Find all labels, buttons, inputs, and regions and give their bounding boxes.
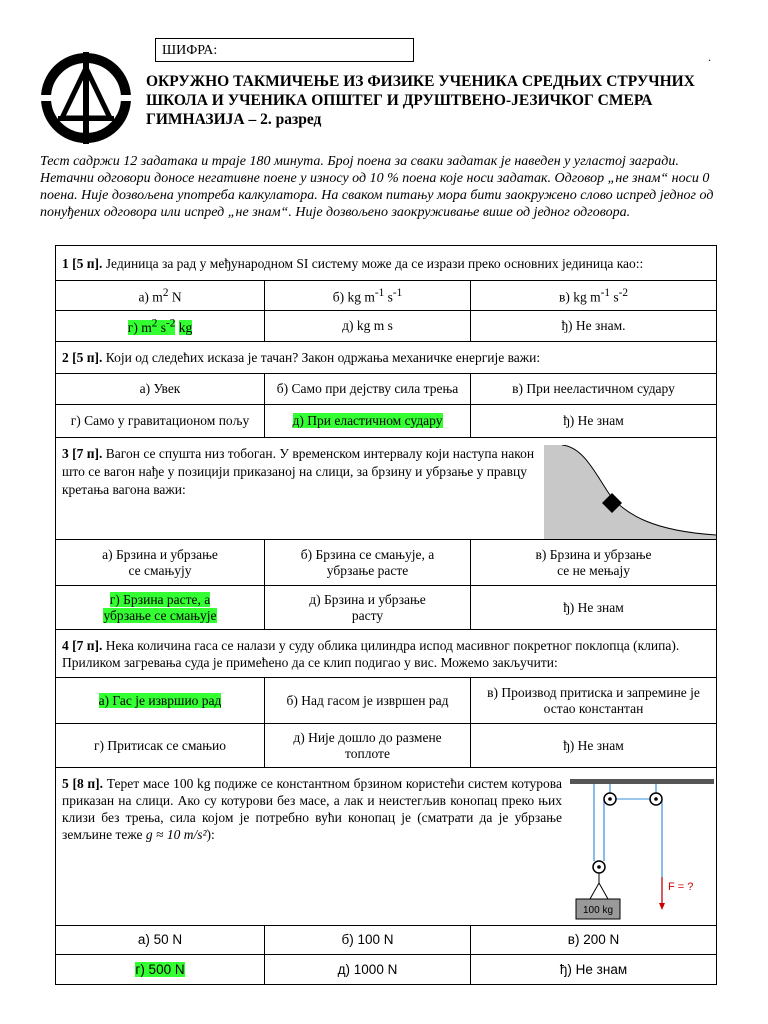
q1-option-a[interactable]: а) $m^2$ N <box>56 281 265 311</box>
q3-label: 3 [7 п]. <box>62 445 103 461</box>
page-title: ОКРУЖНО ТАКМИЧЕЊЕ ИЗ ФИЗИКЕ УЧЕНИКА СРЕДЊИХ СТРУЧНИХ ШКОЛА И УЧЕНИКА ОПШТЕГ И ДРУШТВЕНО-ЈЕЗИЧКОГ СМЕРА ГИМНАЗИЈА – 2. разред <box>146 73 695 128</box>
q1-label: 1 [5 п]. <box>62 255 103 271</box>
q2-label: 2 [5 п]. <box>62 350 103 365</box>
q2-option-b[interactable]: б) Само при дејству сила трења <box>265 374 471 405</box>
intro-text: Тест садржи 12 задатака и траје 180 минута. Број поена за сваки задатак је наведен у угластој загради. Нетачни одговори доносе негативне поене у износу од 10 % поена које носи задатак. Одговор „не знам“ носи 0 поена. Није дозвољена употреба калкулатора. На сваком питању мора бити заокружено слово испред једног од понуђених одговора или испред „не знам“. Није дозвољено заокруживање више од једног одговора. <box>40 154 714 220</box>
school-logo <box>40 52 132 144</box>
q2-option-d[interactable] <box>265 405 471 438</box>
q4-option-d[interactable]: д) Није дошло до размене топлоте <box>265 724 471 768</box>
q5-option-v[interactable]: в) 200 N <box>471 926 717 955</box>
q5-option-d[interactable]: д) 1000 N <box>265 955 471 985</box>
code-field[interactable] <box>155 38 414 62</box>
q4-option-v[interactable]: в) Производ притиска и запремине је остао константан <box>471 678 717 724</box>
q1-option-g[interactable]: г) $m^2$ $s^{-2}$ kg <box>56 311 265 342</box>
q2-answer-highlight: д) При еластичном судару <box>292 413 443 428</box>
q2-option-v[interactable]: в) При нееластичном судару <box>471 374 717 405</box>
question-2 <box>56 342 717 374</box>
q4-text: Нека количина гаса се налази у суду облика цилиндра испод масивног покретног поклопца (клипа). Приликом загревања суда је примећено да се клип подигао у вис. Можемо закључити: <box>62 637 680 670</box>
q4-option-dj[interactable]: ђ) Не знам <box>471 724 717 768</box>
q3-option-g[interactable]: г) Брзина расте, а убрзање се смањује <box>56 586 265 630</box>
q4-label: 4 [7 п]. <box>62 637 103 653</box>
pulley-figure <box>568 773 716 925</box>
force-label: F = ? <box>668 880 694 893</box>
q4-option-b[interactable]: б) Над гасом је извршен рад <box>265 678 471 724</box>
slide-figure <box>544 445 716 539</box>
question-4 <box>56 630 717 678</box>
code-label: ШИФРА: <box>162 43 218 58</box>
q1-text: Јединица за рад у међународном SI систему може да се изрази преко основних јединица као:: <box>105 255 644 271</box>
q3-option-v[interactable]: в) Брзина и убрзање се не мењају <box>471 540 717 586</box>
q2-option-g[interactable]: г) Само у гравитационом пољу <box>56 405 265 438</box>
q3-option-d[interactable]: д) Брзина и убрзање расту <box>265 586 471 630</box>
weight-label: 100 kg <box>583 904 614 916</box>
q3-option-dj[interactable]: ђ) Не знам <box>471 586 717 630</box>
q5-option-g[interactable]: г) 500 N <box>56 955 265 985</box>
question-1 <box>56 246 717 281</box>
q2-option-a[interactable]: а) Увек <box>56 374 265 405</box>
q5-label: 5 [8 п]. <box>62 775 104 791</box>
dot-mark: . <box>708 50 711 64</box>
q5-option-b[interactable]: б) 100 N <box>265 926 471 955</box>
q1-option-dj[interactable]: ђ) Не знам. <box>471 311 717 342</box>
q4-option-a[interactable]: а) Гас је извршио рад <box>56 678 265 724</box>
q3-option-a[interactable]: а) Брзина и убрзање се смањују <box>56 540 265 586</box>
q5-option-a[interactable]: а) 50 N <box>56 926 265 955</box>
q4-option-g[interactable]: г) Притисак се смањио <box>56 724 265 768</box>
q3-text: Вагон се спушта низ тобоган. У временском интервалу који наступа након што се вагон нађе у позицији приказаној на слици, за брзину и убрзање у правцу кретања вагона важи: <box>62 445 535 497</box>
q1-option-d[interactable]: д) kg m s <box>265 311 471 342</box>
q5-gravity: g ≈ 10 m/s² <box>145 826 207 842</box>
q1-option-v[interactable]: в) kg $m^{-1}$ $s^{-2}$ <box>471 281 717 311</box>
question-5: 5 [8 п]. Терет масе 100 kg подиже се константном брзином користећи систем котурова приказан на слици. Ако су котурови без масе, а лак и неистегљив конопац преко њих клизи без трења, сила којом је потребно вући конопац је (сматрати да је убрзање земљине теже g ≈ 10 m/s²): 100 kg F = ? <box>56 768 717 926</box>
questions-table <box>55 245 717 985</box>
q5-text: Терет масе 100 kg подиже се константном брзином користећи систем котурова приказан на слици. Ако су котурови без масе, а лак и неистегљив конопац преко њих клизи без трења, сила којом је потребно вући конопац је (сматрати да је убрзање земљине теже <box>62 775 562 842</box>
question-3 <box>56 438 717 540</box>
q5-option-dj[interactable]: ђ) Не знам <box>471 955 717 985</box>
q2-text: Који од следећих исказа је тачан? Закон одржања механичке енергије важи: <box>105 350 541 365</box>
q1-option-b[interactable]: б) kg $m^{-1}$ $s^{-1}$ <box>265 281 471 311</box>
q3-option-b[interactable]: б) Брзина се смањује, а убрзање расте <box>265 540 471 586</box>
q2-option-dj[interactable]: ђ) Не знам <box>471 405 717 438</box>
